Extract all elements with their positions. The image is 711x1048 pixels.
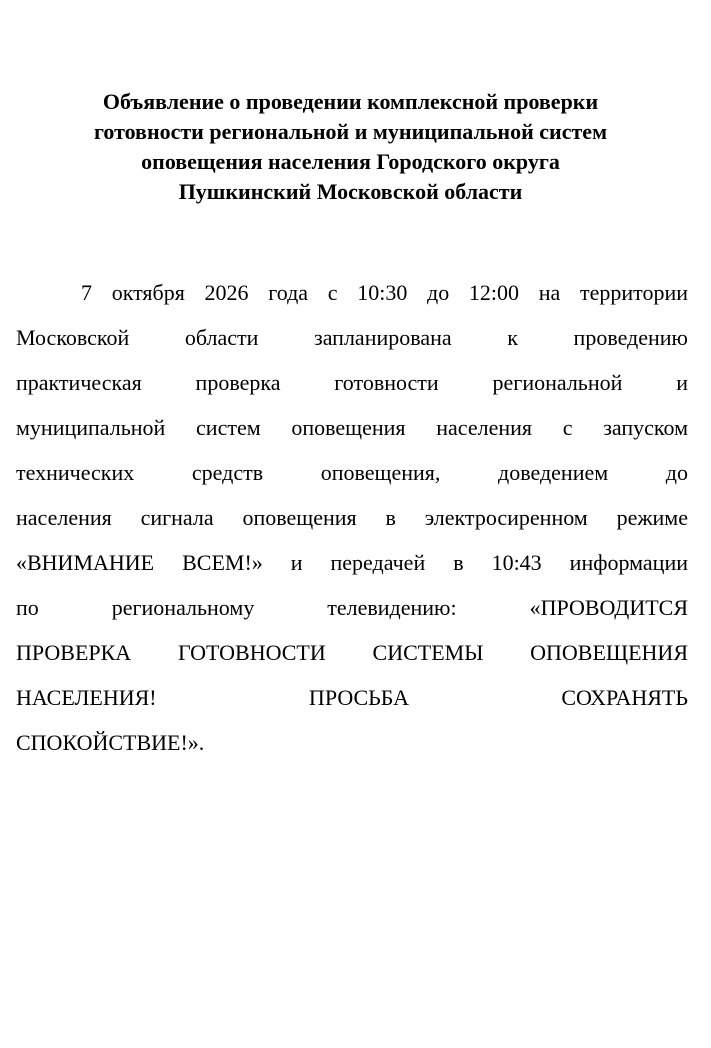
- body-line: «ВНИМАНИЕ ВСЕМ!» и передачей в 10:43 информации: [16, 550, 688, 575]
- body-line: технических средств оповещения, доведением до: [16, 460, 688, 485]
- title-line: Объявление о проведении комплексной проверки: [102, 89, 599, 114]
- body-line: населения сигнала оповещения в электросиренном режиме: [16, 505, 688, 530]
- announcement-title: [20, 87, 681, 207]
- body-line: Московской области запланирована к проведению: [16, 325, 688, 350]
- body-line: муниципальной систем оповещения населения с запуском: [16, 415, 688, 440]
- body-line: СПОКОЙСТВИЕ!».: [16, 730, 205, 755]
- announcement-body: [16, 270, 688, 765]
- body-line: 7 октября 2026 года с 10:30 до 12:00 на территории: [81, 280, 688, 305]
- title-line: оповещения населения Городского округа: [141, 149, 560, 174]
- body-line: практическая проверка готовности региональной и: [16, 370, 688, 395]
- body-line: ПРОВЕРКА ГОТОВНОСТИ СИСТЕМЫ ОПОВЕЩЕНИЯ: [16, 640, 688, 665]
- title-line: Пушкинский Московской области: [178, 179, 523, 204]
- title-line: готовности региональной и муниципальной систем: [93, 119, 608, 144]
- body-line: НАСЕЛЕНИЯ! ПРОСЬБА СОХРАНЯТЬ: [16, 685, 688, 710]
- body-line: по региональному телевидению: «ПРОВОДИТСЯ: [16, 595, 688, 620]
